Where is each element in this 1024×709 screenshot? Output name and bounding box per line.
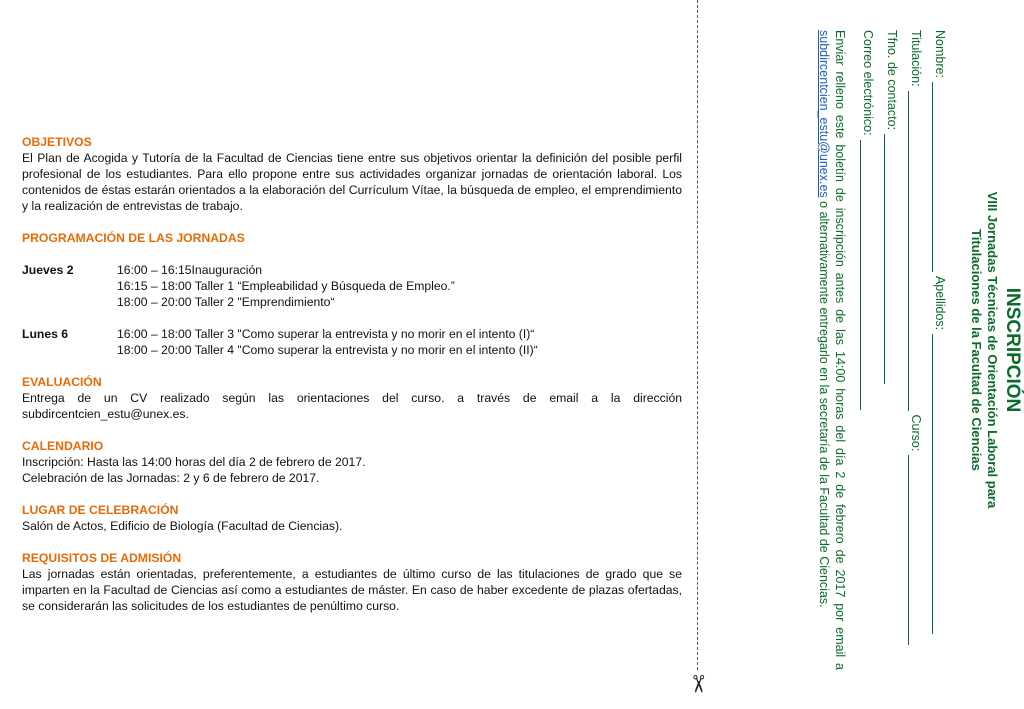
nombre-input-line[interactable] [932, 82, 947, 272]
curso-label: Curso: [909, 414, 923, 452]
correo-label: Correo electrónico: [861, 30, 875, 136]
objetivos-section [22, 134, 682, 214]
form-subtitle [968, 30, 1000, 670]
send-instructions [816, 30, 848, 670]
correo-field[interactable] [860, 30, 884, 670]
cut-line [697, 0, 698, 670]
telefono-input-line[interactable] [884, 134, 899, 384]
calendario-line: Inscripción: Hasta las 14:00 horas del día 2 de febrero de 2017. [22, 455, 366, 469]
curso-input-line[interactable] [908, 455, 923, 645]
apellidos-input-line[interactable] [932, 334, 947, 634]
scissors-icon: ✂ [684, 673, 711, 695]
apellidos-label: Apellidos: [933, 275, 947, 331]
programacion-heading: PROGRAMACIÓN DE LAS JORNADAS [22, 231, 245, 245]
schedule-item: 16:00 – 16:15Inauguración [117, 263, 263, 277]
lugar-text: Salón de Actos, Edificio de Biología (Facultad de Ciencias). [22, 519, 343, 533]
schedule-day-label: Lunes 6 [22, 327, 69, 341]
evaluacion-heading: EVALUACIÓN [22, 375, 102, 389]
info-column [22, 134, 682, 630]
evaluacion-text: Entrega de un CV realizado según las orientaciones del curso. a través de email a la dirección subdircentcien_estu@unex.es. [22, 391, 682, 421]
calendario-section [22, 438, 682, 486]
schedule-day [22, 262, 682, 310]
requisitos-section [22, 550, 682, 614]
objetivos-text: El Plan de Acogida y Tutoría de la Facultad de Ciencias tiene entre sus objetivos orientar la definición del posible perfil profesional de los estudiantes. Para ello propone entre sus actividades organizar jornadas de orientación laboral. Los contenidos de éstas estarán orientados a la elaboración del Currículum Vítae, la búsqueda de empleo, el emprendimiento y la realización de entrevistas de trabajo. [22, 151, 682, 213]
inscription-form [724, 30, 1024, 670]
inscription-form-panel [712, 0, 1024, 709]
objetivos-heading: OBJETIVOS [22, 135, 92, 149]
form-subtitle-line: VIII Jornadas Técnicas de Orientación Laboral para [985, 191, 1000, 509]
telefono-label: Tfno. de contacto: [885, 30, 899, 131]
calendario-line: Celebración de las Jornadas: 2 y 6 de febrero de 2017. [22, 471, 320, 485]
schedule-item: 16:15 – 18:00 Taller 1 “Empleabilidad y Búsqueda de Empleo.” [117, 279, 455, 293]
correo-input-line[interactable] [860, 140, 875, 410]
schedule-item: 18:00 – 20:00 Taller 4 "Como superar la entrevista y no morir en el intento (II)“ [117, 343, 538, 357]
titulacion-label: Titulación: [909, 30, 923, 87]
evaluacion-section [22, 374, 682, 422]
requisitos-text: Las jornadas están orientadas, preferentemente, a estudiantes de último curso de las titulaciones de grado que se imparten en la Facultad de Ciencias así como a estudiantes de máster. En caso de haber excedente de plazas ofertadas, se considerarán las solicitudes de los estudiantes de penúltimo curso. [22, 567, 682, 613]
schedule-day [22, 326, 682, 358]
schedule-day-label: Jueves 2 [22, 263, 74, 277]
send-text: Enviar relleno este boletín de inscripción antes de las 14:00 horas del día 2 de febrero de 2017 por email a [833, 30, 847, 670]
lugar-heading: LUGAR DE CELEBRACIÓN [22, 503, 179, 517]
form-title: INSCRIPCIÓN [1002, 287, 1023, 413]
form-subtitle-line: Titulaciones de la Facultad de Ciencias [969, 229, 984, 471]
schedule-item: 18:00 – 20:00 Taller 2 "Emprendimiento“ [117, 295, 335, 309]
nombre-label: Nombre: [933, 30, 947, 78]
send-text-2: o alternativamente entregarlo en la secretaría de la Facultad de Ciencias. [817, 201, 831, 608]
programacion-section [22, 230, 682, 358]
schedule-items [117, 262, 455, 310]
lugar-section [22, 502, 682, 534]
calendario-heading: CALENDARIO [22, 439, 104, 453]
titulacion-input-line[interactable] [908, 91, 923, 411]
schedule-item: 16:00 – 18:00 Taller 3 "Como superar la entrevista y no morir en el intento (I)“ [117, 327, 535, 341]
email-link[interactable]: subdircentcien_estu@unex.es [817, 30, 831, 198]
titulacion-field[interactable] [908, 30, 932, 670]
requisitos-heading: REQUISITOS DE ADMISIÓN [22, 551, 182, 565]
telefono-field[interactable] [884, 30, 908, 670]
nombre-field[interactable] [932, 30, 956, 670]
schedule-items [117, 326, 538, 358]
